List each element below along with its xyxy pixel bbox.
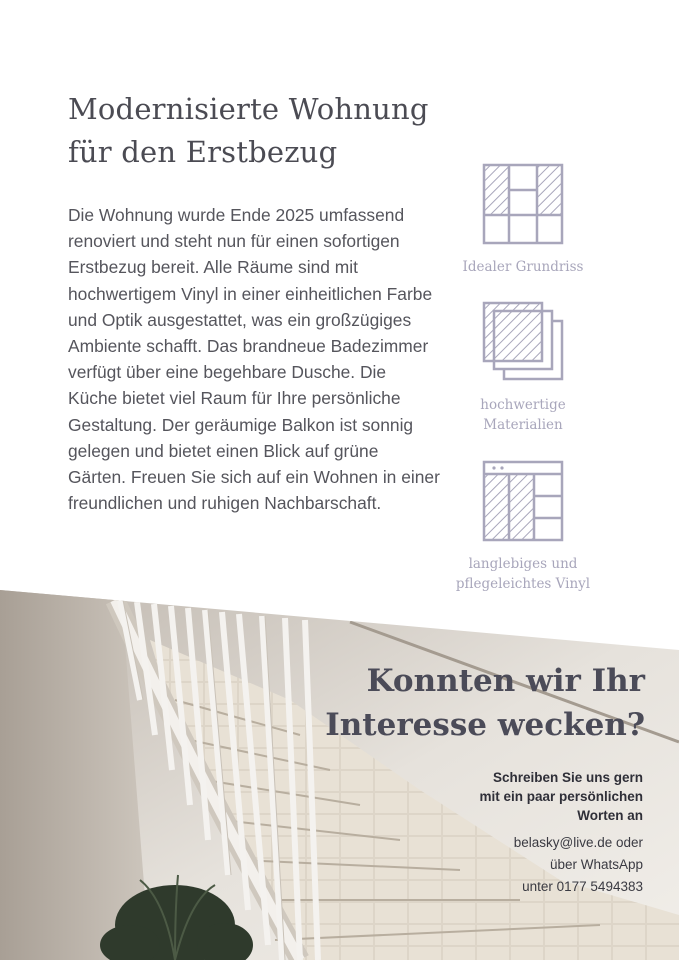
contact-phone[interactable]: unter 0177 5494383 (522, 879, 643, 894)
feature-label-3: langlebiges und pflegeleichtes Vinyl (455, 556, 591, 592)
contact-email[interactable]: belasky@live.de oder (513, 835, 643, 850)
cta-heading (225, 659, 645, 747)
floor-plan-icon (482, 163, 564, 245)
cta-heading-line-2: Interesse wecken? (325, 707, 645, 743)
cta-subtext: Schreiben Sie uns gern mit ein paar persönlichen Worten an (479, 770, 643, 823)
page-title (68, 88, 468, 174)
feature-label-2: hochwertige Materialien (480, 397, 566, 433)
material-samples-icon (482, 301, 564, 383)
cta-heading-line-1: Konnten wir Ihr (366, 663, 645, 699)
contact-whatsapp: über WhatsApp (549, 857, 643, 872)
title-line-2: für den Erstbezug (68, 135, 338, 169)
feature-floor-plan (423, 163, 623, 277)
feature-materials (423, 301, 623, 435)
feature-label-1: Idealer Grundriss (462, 259, 584, 275)
description-text: Die Wohnung wurde Ende 2025 umfassend renoviert und steht nun für einen sofortigen Erstbezug bereit. Alle Räume sind mit hochwertigem Vinyl in einer einheitlichen Farbe und Optik ausgestattet, was ein großzügiges Ambiente schafft. Das brandneue Badezimmer verfügt über eine begehbare Dusche. Die Küche bietet viel Raum für Ihre persönliche Gestaltung. Der geräumige Balkon ist sonnig gelegen und bietet einen Blick auf grüne Gärten. Freuen Sie sich auf ein Wohnen in einer freundlichen und ruhigen Nachbarschaft. (68, 205, 440, 514)
feature-vinyl (423, 460, 623, 594)
title-line-1: Modernisierte Wohnung (68, 92, 429, 126)
vinyl-planks-icon (482, 460, 564, 542)
contact-info (323, 832, 643, 898)
